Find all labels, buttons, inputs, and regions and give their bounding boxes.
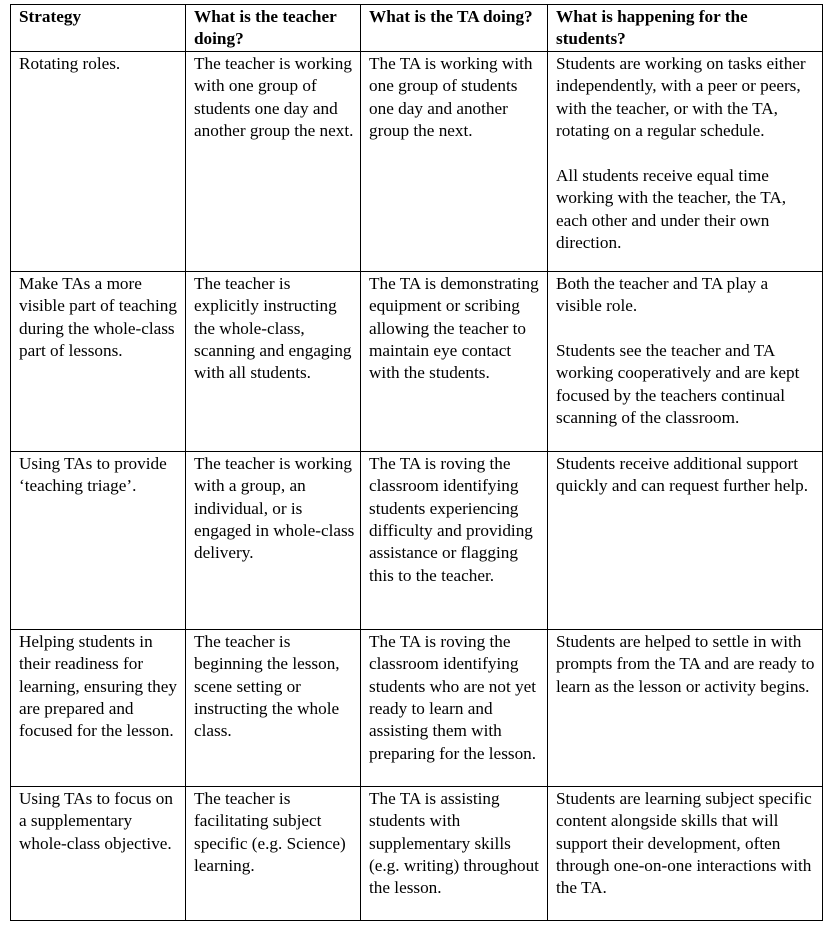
table-row bbox=[11, 451, 823, 629]
table-row bbox=[11, 629, 823, 786]
header-ta: What is the TA doing? bbox=[361, 5, 548, 52]
cell-ta: The TA is roving the classroom identifying students who are not yet ready to learn and assisting them with preparing for the lesson. bbox=[361, 629, 548, 786]
table-row bbox=[11, 271, 823, 451]
cell-teacher: The teacher is working with a group, an individual, or is engaged in whole-class delivery. bbox=[186, 451, 361, 629]
cell-teacher: The teacher is working with one group of students one day and another group the next. bbox=[186, 51, 361, 271]
strategy-table bbox=[10, 4, 823, 921]
cell-students bbox=[548, 629, 823, 786]
cell-strategy: Using TAs to provide ‘teaching triage’. bbox=[11, 451, 186, 629]
cell-teacher: The teacher is explicitly instructing the whole-class, scanning and engaging with all students. bbox=[186, 271, 361, 451]
cell-students-paragraph: Students see the teacher and TA working cooperatively and are kept focused by the teachers continual scanning of the classroom. bbox=[556, 341, 800, 428]
cell-teacher: The teacher is beginning the lesson, scene setting or instructing the whole class. bbox=[186, 629, 361, 786]
cell-ta: The TA is roving the classroom identifying students experiencing difficulty and providing assistance or flagging this to the teacher. bbox=[361, 451, 548, 629]
table-row bbox=[11, 51, 823, 271]
cell-strategy: Rotating roles. bbox=[11, 51, 186, 271]
cell-students-paragraph: Students are helped to settle in with prompts from the TA and are ready to learn as the lesson or activity begins. bbox=[556, 631, 815, 696]
cell-ta: The TA is demonstrating equipment or scribing allowing the teacher to maintain eye contact with the students. bbox=[361, 271, 548, 451]
cell-students-paragraph: Both the teacher and TA play a visible role. bbox=[556, 273, 769, 316]
cell-ta: The TA is working with one group of students one day and another group the next. bbox=[361, 51, 548, 271]
cell-students-paragraph: Students are working on tasks either independently, with a peer or peers, with the teacher, or with the TA, rotating on a regular schedule. bbox=[556, 53, 806, 141]
cell-strategy: Helping students in their readiness for learning, ensuring they are prepared and focused for the lesson. bbox=[11, 629, 186, 786]
cell-strategy: Make TAs a more visible part of teaching during the whole-class part of lessons. bbox=[11, 271, 186, 451]
header-strategy: Strategy bbox=[11, 5, 186, 52]
cell-teacher: The teacher is facilitating subject specific (e.g. Science) learning. bbox=[186, 786, 361, 920]
header-students: What is happening for the students? bbox=[548, 5, 823, 52]
cell-students bbox=[548, 786, 823, 920]
cell-students-paragraph: Students are learning subject specific content alongside skills that will support their development, often through one-on-one interactions with the TA. bbox=[556, 788, 812, 898]
cell-strategy: Using TAs to focus on a supplementary whole-class objective. bbox=[11, 786, 186, 920]
cell-students bbox=[548, 271, 823, 451]
cell-students bbox=[548, 451, 823, 629]
cell-ta: The TA is assisting students with supplementary skills (e.g. writing) throughout the lesson. bbox=[361, 786, 548, 920]
table-header-row bbox=[11, 5, 823, 52]
header-teacher: What is the teacher doing? bbox=[186, 5, 361, 52]
cell-students-paragraph: Students receive additional support quickly and can request further help. bbox=[556, 453, 808, 496]
cell-students-paragraph: All students receive equal time working with the teacher, the TA, each other and under their own direction. bbox=[556, 165, 787, 253]
cell-students bbox=[548, 51, 823, 271]
table-row bbox=[11, 786, 823, 920]
